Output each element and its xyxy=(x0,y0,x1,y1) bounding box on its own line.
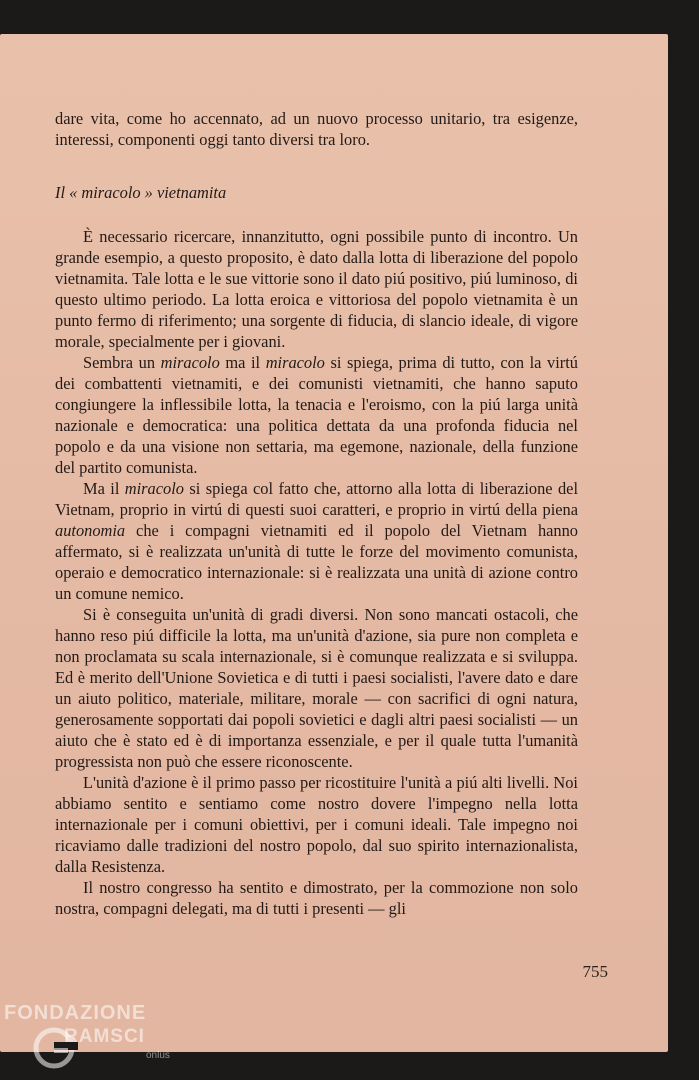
book-page xyxy=(0,34,668,1052)
text-run: ma il xyxy=(219,353,266,372)
page-body xyxy=(55,108,578,919)
text-run: Ma il xyxy=(83,479,125,498)
paragraph-4: Si è conseguita un'unità di gradi diversi. Non sono mancati ostacoli, che hanno reso piú difficile la lotta, ma un'unità d'azione, sia pure non completa e non proclamata su scala internazionale, si è comunque realizzata e si sviluppa. Ed è merito dell'Unione Sovietica e di tutti i paesi socialisti, l'avere dato e dare un aiuto politico, materiale, militare, morale — con sacrifici di ogni natura, generosamente sopportati dai popoli sovietici e dagli altri paesi socialisti — un aiuto che è stato ed è di importanza essenziale, e per il quale tutta l'umanità progressista non può che essere riconoscente. xyxy=(55,605,578,771)
paragraph-5: L'unità d'azione è il primo passo per ricostituire l'unità a piú alti livelli. Noi abbiamo sentito e sentiamo come nostro dovere l'impegno nella lotta internazionale per i comuni obiettivi, per i comuni ideali. Tale impegno noi ricaviamo dalle tradizioni del nostro popolo, dal suo spirito internazionalista, dalla Resistenza. xyxy=(55,773,578,876)
text-run: Sembra un xyxy=(83,353,161,372)
italic-run: miracolo xyxy=(124,479,184,498)
watermark-line-2: RAMSCI xyxy=(64,1026,145,1047)
italic-run: autonomia xyxy=(55,521,126,540)
italic-run: miracolo xyxy=(160,353,220,372)
italic-run: miracolo xyxy=(265,353,325,372)
paragraph-6: Il nostro congresso ha sentito e dimostrato, per la commozione non solo nostra, compagni delegati, ma di tutti i presenti — gli xyxy=(55,878,578,918)
paragraph-3 xyxy=(55,478,578,604)
paragraph-1: È necessario ricercare, innanzitutto, ogni possibile punto di incontro. Un grande esempio, a questo proposito, è dato dalla lotta di liberazione del popolo vietnamita. Tale lotta e le sue vittorie sono il dato piú positivo, piú luminoso, di questo ultimo periodo. La lotta eroica e vittoriosa del popolo vietnamita è un punto fermo di riferimento; una sorgente di fiducia, di slancio ideale, di vigore morale, specialmente per i giovani. xyxy=(55,227,578,351)
text-run: si spiega, prima di tutto, con la virtú dei combattenti vietnamiti, e dei comunisti vietnamiti, che hanno saputo congiungere la inflessibile lotta, la tenacia e l'eroismo, con la piú larga unità nazionale e democratica: una politica dettata da una profonda fiducia nel popolo e da una visione non settaria, ma egemone, nazionale, della funzione del partito comunista. xyxy=(55,353,578,477)
watermark-line-1: FONDAZIONE xyxy=(4,1002,147,1024)
watermark-line-3: onlus xyxy=(146,1050,170,1061)
intro-paragraph: dare vita, come ho accennato, ad un nuovo processo unitario, tra esigenze, interessi, componenti oggi tanto diversi tra loro. xyxy=(55,109,578,149)
watermark-logo xyxy=(4,1002,204,1074)
text-run: che i compagni vietnamiti ed il popolo del Vietnam hanno affermato, si è realizzata un'unità di tutte le forze del movimento comunista, operaio e democratico internazionale: si è realizzata una unità di azione contro un comune nemico. xyxy=(55,521,578,603)
page-number: 755 xyxy=(582,962,608,981)
paragraph-2 xyxy=(55,352,578,478)
text-run: si spiega col fatto che, attorno alla lotta di liberazione del Vietnam, proprio in virtú di questi suoi caratteri, e proprio in virtú della piena xyxy=(55,479,578,519)
section-heading: Il « miracolo » vietnamita xyxy=(55,183,227,202)
